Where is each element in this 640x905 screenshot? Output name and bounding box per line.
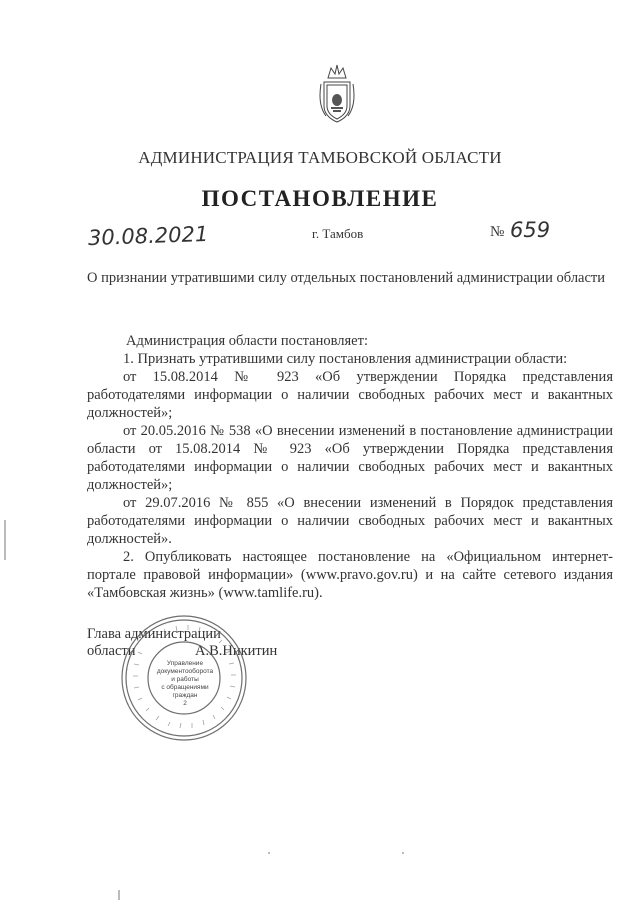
document-subject: О признании утратившими силу отдельных постановлений администрации области [87, 270, 606, 286]
body-preamble: Администрация области постановляет: [126, 333, 368, 349]
scan-artifact [118, 890, 120, 900]
stamp-line: Управление [166, 660, 204, 667]
body-item-2: 2. Опубликовать настоящее постановление на «Официальном интернет-портале правовой информации» (www.pravo.gov.ru) и на сайте сетевого издания «Тамбовская жизнь» (www.tamlife.ru). [87, 549, 613, 601]
agency-name: АДМИНИСТРАЦИЯ ТАМБОВСКОЙ ОБЛАСТИ [138, 148, 502, 167]
scan-artifact [4, 520, 6, 560]
document-date: 30.08.2021 [87, 221, 209, 251]
stamp-line: документооборота [156, 668, 214, 675]
signature-title-line-2: области [87, 643, 136, 659]
stamp-line: граждан [172, 692, 198, 699]
body-subitem-2: от 20.05.2016 № 538 «О внесении изменений в постановление администрации области от 15.08.2014 № 923 «Об утверждении Порядка представления работодателями информации о наличии свободных рабочих мест и вакантных должностей»; [87, 423, 613, 493]
document-number-label: № [490, 224, 505, 240]
document-body [87, 332, 613, 602]
stamp-line: и работы [171, 676, 199, 683]
stamp-line: 2 [183, 700, 187, 707]
document-number: 659 [510, 218, 551, 242]
signature-title-line-1: Глава администрации [87, 626, 221, 642]
document-city: г. Тамбов [312, 226, 364, 241]
document-type: ПОСТАНОВЛЕНИЕ [201, 186, 439, 211]
scan-artifact [268, 852, 270, 854]
coat-of-arms-emblem [318, 62, 356, 124]
stamp-text [150, 660, 220, 708]
body-item-1: 1. Признать утратившими силу постановления администрации области: [123, 351, 568, 367]
body-subitem-1: от 15.08.2014 № 923 «Об утверждении Порядка представления работодателями информации о наличии свободных рабочих мест и вакантных должностей»; [87, 369, 613, 421]
signer-name: А.В.Никитин [195, 643, 278, 659]
stamp-line: с обращениями [161, 684, 209, 691]
scan-artifact [402, 852, 404, 854]
body-subitem-3: от 29.07.2016 № 855 «О внесении изменений в Порядок представления работодателями информации о наличии свободных рабочих мест и вакантных должностей». [87, 495, 613, 547]
